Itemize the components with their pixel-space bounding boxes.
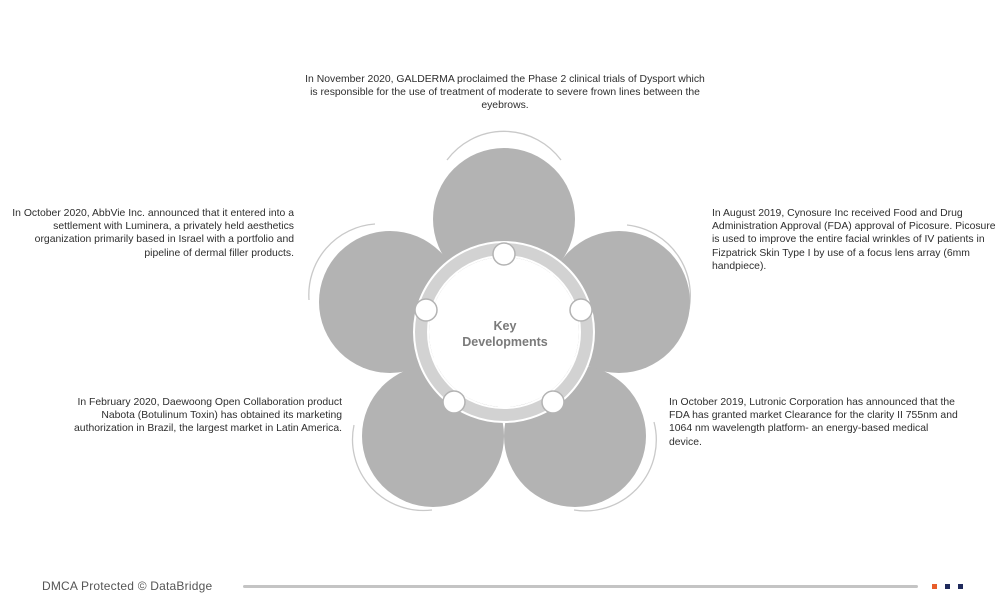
development-note-top: In November 2020, GALDERMA proclaimed the Phase 2 clinical trials of Dysport which is responsible for the use of treatment of moderate to severe frown lines between the eyebrows. xyxy=(305,74,705,112)
connector-dot-left xyxy=(415,299,437,321)
development-note-top-left: In October 2020, AbbVie Inc. announced that it entered into a settlement with Luminera, a privately held aesthetics organization primarily based in Israel with a portfolio and pipeline of dermal filler products. xyxy=(12,208,294,259)
development-note-bottom-right: In October 2019, Lutronic Corporation has announced that the FDA has granted market Clearance for the clarity II 755nm and 1064 nm wavelength platform- an energy-based medical device. xyxy=(669,397,958,448)
connector-dot-bottom-left xyxy=(443,391,465,413)
connector-dot-bottom-right xyxy=(542,391,564,413)
center-label-line2: Developments xyxy=(462,335,548,349)
center-label-line1: Key xyxy=(493,319,517,333)
connector-dot-right xyxy=(570,299,592,321)
development-note-bottom-left: In February 2020, Daewoong Open Collaboration product Nabota (Botulinum Toxin) has obtained its marketing authorization in Brazil, the largest market in Latin America. xyxy=(74,397,342,435)
footer-square-navy-1 xyxy=(945,584,950,589)
footer-square-navy-2 xyxy=(958,584,963,589)
footer-divider xyxy=(243,585,918,588)
footer-square-orange xyxy=(932,584,937,589)
development-note-top-right: In August 2019, Cynosure Inc received Food and Drug Administration Approval (FDA) approval of Picosure. Picosure is used to improve the entire facial wrinkles of IV patients in Fizpatrick Skin Type I by use of a focus lens array (6mm handpiece). xyxy=(712,208,996,272)
connector-dot-top xyxy=(493,243,515,265)
footer-copyright: DMCA Protected © DataBridge xyxy=(42,579,213,593)
